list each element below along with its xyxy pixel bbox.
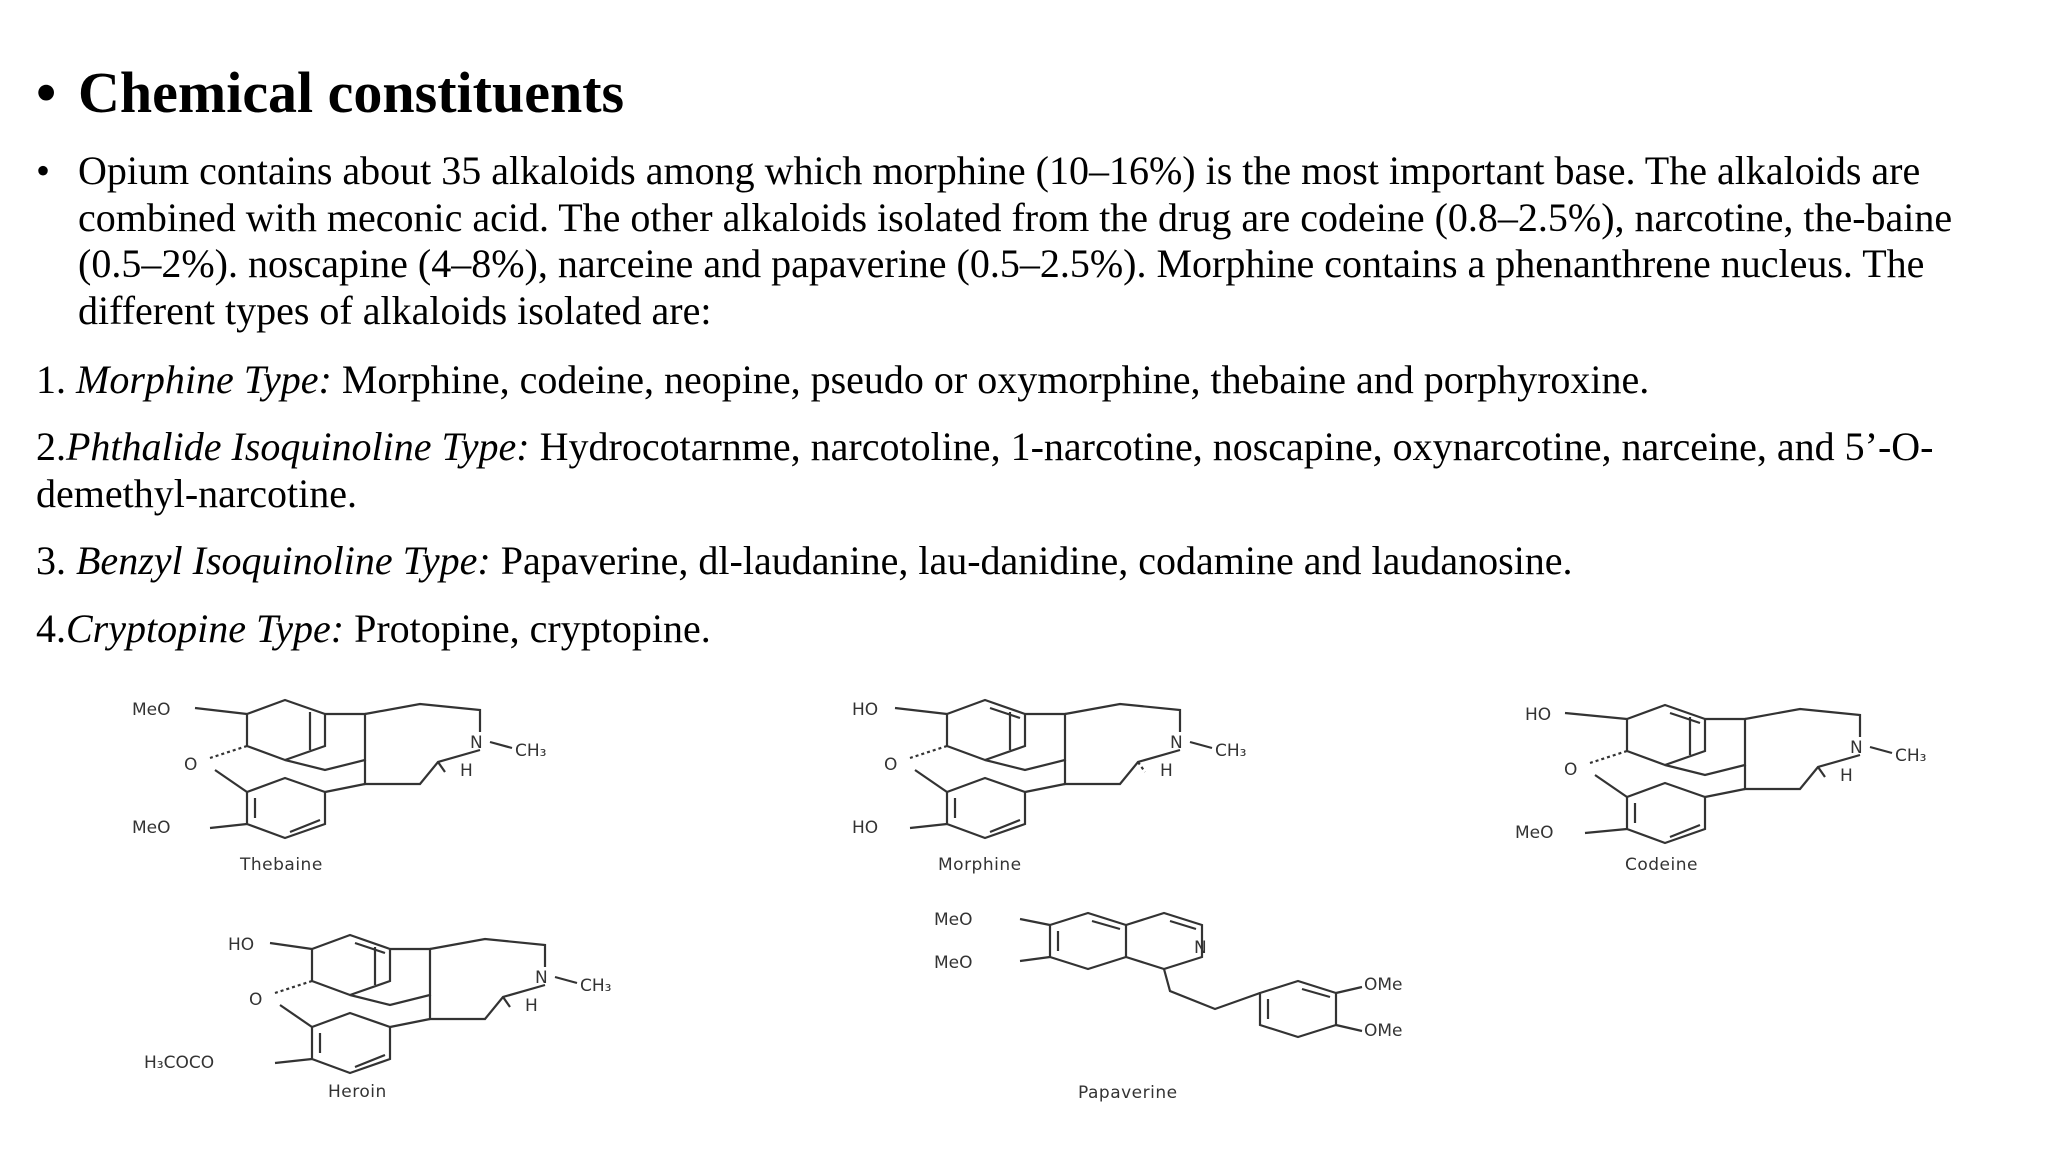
top-group-label: MeO (132, 700, 171, 720)
methyl-label: CH₃ (1895, 746, 1927, 766)
oxygen-label: O (184, 755, 198, 775)
top-group-label: HO (1525, 705, 1552, 725)
section-heading (36, 58, 624, 128)
hydrogen-label: H (460, 761, 473, 781)
item-type-name: Morphine Type: (76, 357, 332, 402)
nitrogen-label: N (1194, 938, 1207, 958)
alkaloid-type-item (36, 606, 1996, 653)
item-members: Hydrocotarnme, narcotoline, 1-narcotine, noscapine, oxynarcotine, narceine, and 5’-O-demethyl-narcotine. (36, 424, 1934, 516)
item-type-name: Benzyl Isoquinoline Type: (76, 538, 491, 583)
group-2-label: MeO (934, 953, 973, 973)
codeine-structure (1505, 695, 1965, 890)
heroin-diagram (140, 925, 640, 1115)
hydrogen-label: H (1840, 766, 1853, 786)
bottom-group-label: HO (852, 818, 879, 838)
item-type-name: Phthalide Isoquinoline Type: (66, 424, 530, 469)
bottom-group-label: MeO (1515, 823, 1554, 843)
hydrogen-label: H (1160, 761, 1173, 781)
papaverine-diagram (930, 905, 1530, 1105)
alkaloid-type-item (36, 357, 1996, 404)
item-members: Morphine, codeine, neopine, pseudo or oxymorphine, thebaine and porphyroxine. (331, 357, 1650, 402)
item-type-name: Cryptopine Type: (66, 606, 345, 651)
oxygen-label: O (1564, 760, 1578, 780)
structure-name: Heroin (328, 1082, 387, 1102)
codeine-diagram (1505, 695, 1965, 885)
oxygen-label: O (884, 755, 898, 775)
morphine-structure (840, 690, 1300, 885)
item-number: 4. (36, 606, 66, 651)
morphine-diagram (840, 690, 1300, 880)
bottom-group-label: H₃COCO (144, 1053, 215, 1073)
nitrogen-label: N (535, 968, 548, 988)
methyl-label: CH₃ (580, 976, 612, 996)
heading-text: Chemical constituents (78, 60, 625, 125)
alkaloid-type-item (36, 424, 1996, 517)
top-group-label: HO (228, 935, 255, 955)
intro-text: Opium contains about 35 alkaloids among which morphine (10–16%) is the most important base. The alkaloids are combined with meconic acid. The other alkaloids isolated from the drug are codeine (0.8–2.5%), narcotine, the-baine (0.5–2%). noscapine (4–8%), narceine and papaverine (0.5–2.5%). Morphine contains a phenanthrene nucleus. The different types of alkaloids isolated are: (78, 148, 1953, 333)
intro-bullet: • (36, 148, 51, 193)
methyl-label: CH₃ (1215, 741, 1247, 761)
alkaloid-type-item (36, 538, 1996, 585)
methyl-label: CH₃ (515, 741, 547, 761)
bottom-group-label: MeO (132, 818, 171, 838)
item-members: Protopine, cryptopine. (344, 606, 711, 651)
papaverine-structure (930, 905, 1530, 1110)
group-4-label: OMe (1364, 1021, 1403, 1041)
structure-name: Morphine (938, 855, 1022, 875)
structure-name: Papaverine (1078, 1083, 1178, 1103)
item-number: 3. (36, 538, 76, 583)
oxygen-label: O (249, 990, 263, 1010)
nitrogen-label: N (470, 733, 483, 753)
structure-name: Codeine (1625, 855, 1698, 875)
group-1-label: MeO (934, 910, 973, 930)
structure-name: Thebaine (240, 855, 323, 875)
nitrogen-label: N (1850, 738, 1863, 758)
item-number: 2. (36, 424, 66, 469)
hydrogen-label: H (525, 996, 538, 1016)
thebaine-structure (120, 690, 580, 885)
thebaine-diagram (120, 690, 580, 880)
heading-bullet: • (36, 60, 57, 125)
nitrogen-label: N (1170, 733, 1183, 753)
top-group-label: HO (852, 700, 879, 720)
item-members: Papaverine, dl-laudanine, lau-danidine, codamine and laudanosine. (490, 538, 1573, 583)
item-number: 1. (36, 357, 76, 402)
heroin-structure (140, 925, 640, 1120)
intro-paragraph (36, 148, 1996, 334)
group-3-label: OMe (1364, 975, 1403, 995)
